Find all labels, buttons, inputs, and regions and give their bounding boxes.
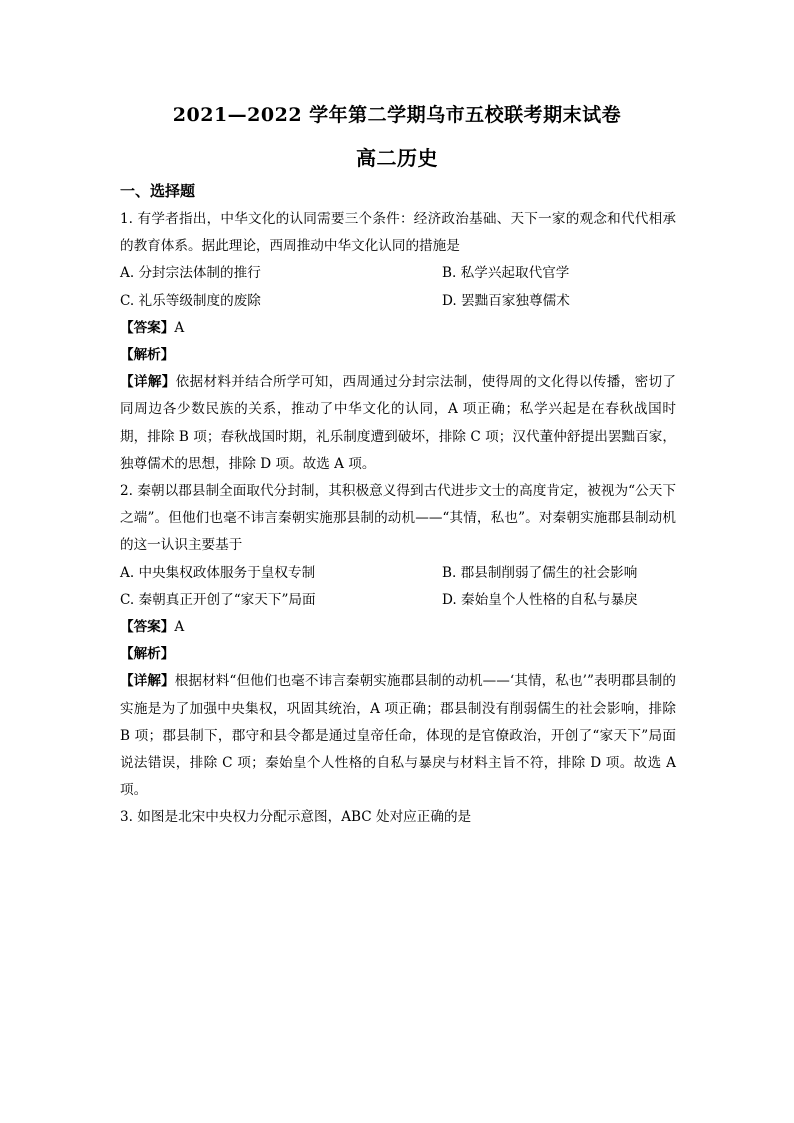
q1-option-a: A. 分封宗法体制的推行 <box>120 265 261 282</box>
exam-title: 2021—2022 学年第二学期乌市五校联考期末试卷 <box>172 104 622 126</box>
q1-detail-line <box>120 369 676 478</box>
q1-detail-label: 【详解】 <box>120 374 176 391</box>
section-heading: 一、选择题 <box>120 182 196 200</box>
q1-answer-line <box>120 315 676 342</box>
q1-answer-label: 【答案】 <box>120 319 175 336</box>
q1-answer: A <box>174 319 185 336</box>
q1-stem: 1. 有学者指出，中华文化的认同需要三个条件：经济政治基础、天下一家的观念和代代相承的教育体系。据此理论，西周推动中华文化认同的措施是 <box>120 211 676 255</box>
q2-option-a: A. 中央集权政体服务于皇权专制 <box>120 564 316 581</box>
q2-analysis-label: 【解析】 <box>120 646 175 663</box>
q2-options <box>120 560 676 614</box>
q2-analysis-line <box>120 641 676 668</box>
q2-stem: 2. 秦朝以郡县制全面取代分封制，其积极意义得到古代进步文士的高度肯定，被视为“公天下之端”。但他们也毫不讳言秦朝实施那县制的动机——“其情，私也”。对秦朝实施郡县制动机的这一认识主要基于 <box>120 483 676 554</box>
q3-stem: 3. 如图是北宋中央权力分配示意图，ABC 处对应正确的是 <box>120 809 472 826</box>
q2-detail-line <box>120 668 676 804</box>
q2-detail: 根据材料“但他们也毫不讳言秦朝实施郡县制的动机——‘其情，私也’”表明郡县制的实施是为了加强中央集权，巩固其统治，A 项正确；郡县制没有削弱儒生的社会影响，排除 B 项；郡县制下，郡守和县令都是通过皇帝任命，体现的是官僚政治，开创了“家天下”局面说法错误，排除 C 项；秦始皇个人性格的自私与暴戾与材料主旨不符，排除 D 项。故选 A 项。 <box>120 673 676 799</box>
q2-answer: A <box>174 619 185 636</box>
q1-option-b: B. 私学兴起取代官学 <box>442 265 570 282</box>
exam-subtitle: 高二历史 <box>356 146 438 170</box>
questions-body <box>120 206 676 832</box>
q2-option-d: D. 秦始皇个人性格的自私与暴戾 <box>442 591 638 608</box>
q2-answer-line <box>120 614 676 641</box>
q1-analysis-line <box>120 342 676 369</box>
q2-option-b: B. 郡县制削弱了儒生的社会影响 <box>442 564 638 581</box>
q2-detail-label: 【详解】 <box>120 673 175 690</box>
q1-options <box>120 260 676 314</box>
q1-option-c: C. 礼乐等级制度的废除 <box>120 292 261 309</box>
q1-detail: 依据材料并结合所学可知，西周通过分封宗法制，使得周的文化得以传播，密切了同周边各少数民族的关系，推动了中华文化的认同，A 项正确；私学兴起是在春秋战国时期，排除 B 项；春秋战国时期，礼乐制度遭到破坏，排除 C 项；汉代董仲舒提出罢黜百家，独尊儒术的思想，排除 D 项。故选 A 项。 <box>120 374 677 472</box>
q2-answer-label: 【答案】 <box>120 619 175 636</box>
q1-option-d: D. 罢黜百家独尊儒术 <box>442 292 570 309</box>
q2-option-c: C. 秦朝真正开创了“家天下”局面 <box>120 591 316 608</box>
q1-analysis-label: 【解析】 <box>120 347 175 364</box>
